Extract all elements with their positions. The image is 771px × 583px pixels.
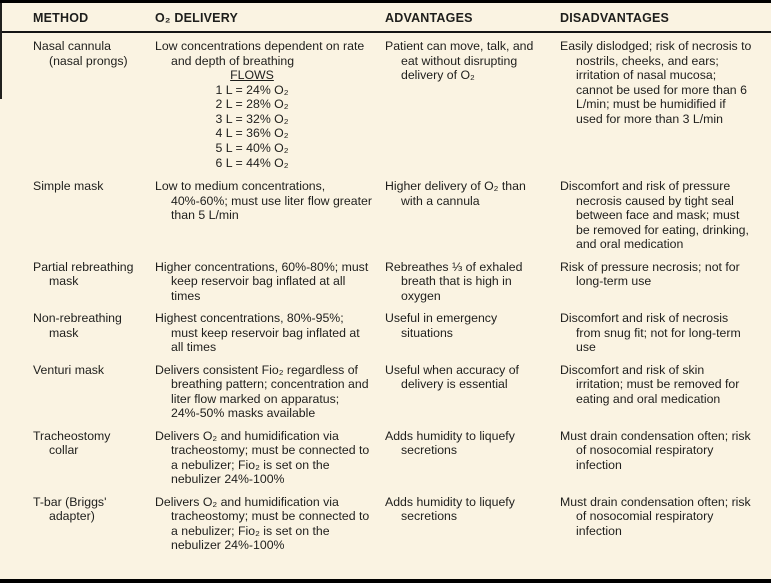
method-cell bbox=[33, 429, 155, 487]
disadvantages-cell bbox=[560, 260, 765, 304]
delivery-cell bbox=[155, 363, 385, 421]
advantages-text: Patient can move, talk, and eat without disrupting delivery of O₂ bbox=[385, 39, 534, 82]
advantages-cell bbox=[385, 260, 560, 304]
advantages-text: Adds humidity to liquefy secretions bbox=[385, 494, 515, 524]
disadvantages-text: Easily dislodged; risk of necrosis to nostrils, cheeks, and ears; irritation of nasal mucosa; cannot be used for more than 6 L/min; must be humidified if used for more than 3 L/min bbox=[560, 39, 752, 126]
method-text: Venturi mask bbox=[33, 362, 105, 377]
scan-edge-artifact bbox=[0, 3, 2, 99]
delivery-text: Low concentrations dependent on rate and depth of breathing bbox=[155, 39, 365, 68]
method-cell bbox=[33, 311, 155, 355]
delivery-cell bbox=[155, 495, 385, 553]
delivery-text: Low to medium concentrations, 40%-60%; must use liter flow greater than 5 L/min bbox=[155, 179, 372, 223]
delivery-text: Delivers consistent Fio₂ regardless of breathing pattern; concentration and liter flow marked on apparatus; 24%-50% masks available bbox=[155, 362, 369, 421]
flow-line: 5 L = 40% O₂ bbox=[215, 140, 289, 155]
advantages-cell bbox=[385, 429, 560, 487]
method-cell bbox=[33, 39, 155, 170]
advantages-text: Higher delivery of O₂ than with a cannula bbox=[385, 179, 526, 208]
method-cell bbox=[33, 179, 155, 252]
method-text: Non-rebreathing mask bbox=[33, 311, 122, 340]
flow-line: 3 L = 32% O₂ bbox=[215, 111, 289, 126]
table-row bbox=[0, 363, 771, 421]
delivery-cell bbox=[155, 260, 385, 304]
delivery-cell bbox=[155, 429, 385, 487]
table-row bbox=[0, 311, 771, 355]
method-cell bbox=[33, 260, 155, 304]
column-header-advantages: ADVANTAGES bbox=[385, 11, 473, 25]
method-cell bbox=[33, 495, 155, 553]
advantages-text: Rebreathes ⅓ of exhaled breath that is high in oxygen bbox=[385, 259, 523, 303]
advantages-cell bbox=[385, 179, 560, 252]
method-text: Tracheostomy collar bbox=[33, 428, 111, 458]
advantages-cell bbox=[385, 363, 560, 421]
disadvantages-cell bbox=[560, 179, 765, 252]
delivery-cell bbox=[155, 311, 385, 355]
table-row bbox=[0, 495, 771, 553]
advantages-cell bbox=[385, 311, 560, 355]
disadvantages-text: Must drain condensation often; risk of nosocomial respiratory infection bbox=[560, 494, 751, 538]
flows-block bbox=[155, 68, 373, 170]
table-header-row bbox=[0, 3, 771, 33]
flow-line: 2 L = 28% O₂ bbox=[215, 97, 289, 112]
disadvantages-cell bbox=[560, 363, 765, 421]
advantages-cell bbox=[385, 495, 560, 553]
disadvantages-text: Must drain condensation often; risk of nosocomial respiratory infection bbox=[560, 428, 751, 472]
advantages-text: Useful when accuracy of delivery is essential bbox=[385, 362, 519, 392]
delivery-text: Delivers O₂ and humidification via tracheostomy; must be connected to a nebulizer; Fio₂ is set on the nebulizer 24%-100% bbox=[155, 428, 370, 487]
method-text: Simple mask bbox=[33, 179, 104, 194]
method-cell bbox=[33, 363, 155, 421]
table-row bbox=[0, 260, 771, 304]
delivery-text: Highest concentrations, 80%-95%; must keep reservoir bag inflated at all times bbox=[155, 311, 360, 355]
disadvantages-cell bbox=[560, 429, 765, 487]
disadvantages-cell bbox=[560, 39, 765, 170]
disadvantages-text: Discomfort and risk of necrosis from snug fit; not for long-term use bbox=[560, 311, 741, 355]
flow-line: 6 L = 44% O₂ bbox=[215, 155, 289, 170]
column-header-method: METHOD bbox=[33, 11, 89, 25]
delivery-cell bbox=[155, 179, 385, 252]
advantages-text: Useful in emergency situations bbox=[385, 311, 498, 340]
method-text: T-bar (Briggs' adapter) bbox=[33, 494, 107, 524]
disadvantages-text: Risk of pressure necrosis; not for long-term use bbox=[560, 259, 740, 289]
disadvantages-text: Discomfort and risk of pressure necrosis caused by tight seal between face and mask; must be removed for eating, drinking, and oral medication bbox=[560, 179, 749, 252]
disadvantages-cell bbox=[560, 495, 765, 553]
table-row bbox=[0, 179, 771, 252]
delivery-cell bbox=[155, 39, 385, 170]
column-header-o2-delivery: O₂ DELIVERY bbox=[155, 11, 238, 25]
method-text: Partial rebreathing mask bbox=[33, 259, 134, 289]
table-row bbox=[0, 429, 771, 487]
flow-line: 4 L = 36% O₂ bbox=[215, 126, 289, 141]
table-body bbox=[0, 33, 771, 553]
column-header-disadvantages: DISADVANTAGES bbox=[560, 11, 670, 25]
flows-title: FLOWS bbox=[230, 68, 274, 82]
delivery-text: Delivers O₂ and humidification via tracheostomy; must be connected to a nebulizer; Fio₂ is set on the nebulizer 24%-100% bbox=[155, 494, 370, 553]
method-text: Nasal cannula (nasal prongs) bbox=[33, 39, 128, 68]
disadvantages-text: Discomfort and risk of skin irritation; must be removed for eating and oral medication bbox=[560, 362, 740, 406]
flow-line: 1 L = 24% O₂ bbox=[215, 82, 289, 97]
table-row bbox=[0, 39, 771, 170]
disadvantages-cell bbox=[560, 311, 765, 355]
advantages-cell bbox=[385, 39, 560, 170]
delivery-text: Higher concentrations, 60%-80%; must keep reservoir bag inflated at all times bbox=[155, 259, 369, 303]
advantages-text: Adds humidity to liquefy secretions bbox=[385, 428, 515, 458]
